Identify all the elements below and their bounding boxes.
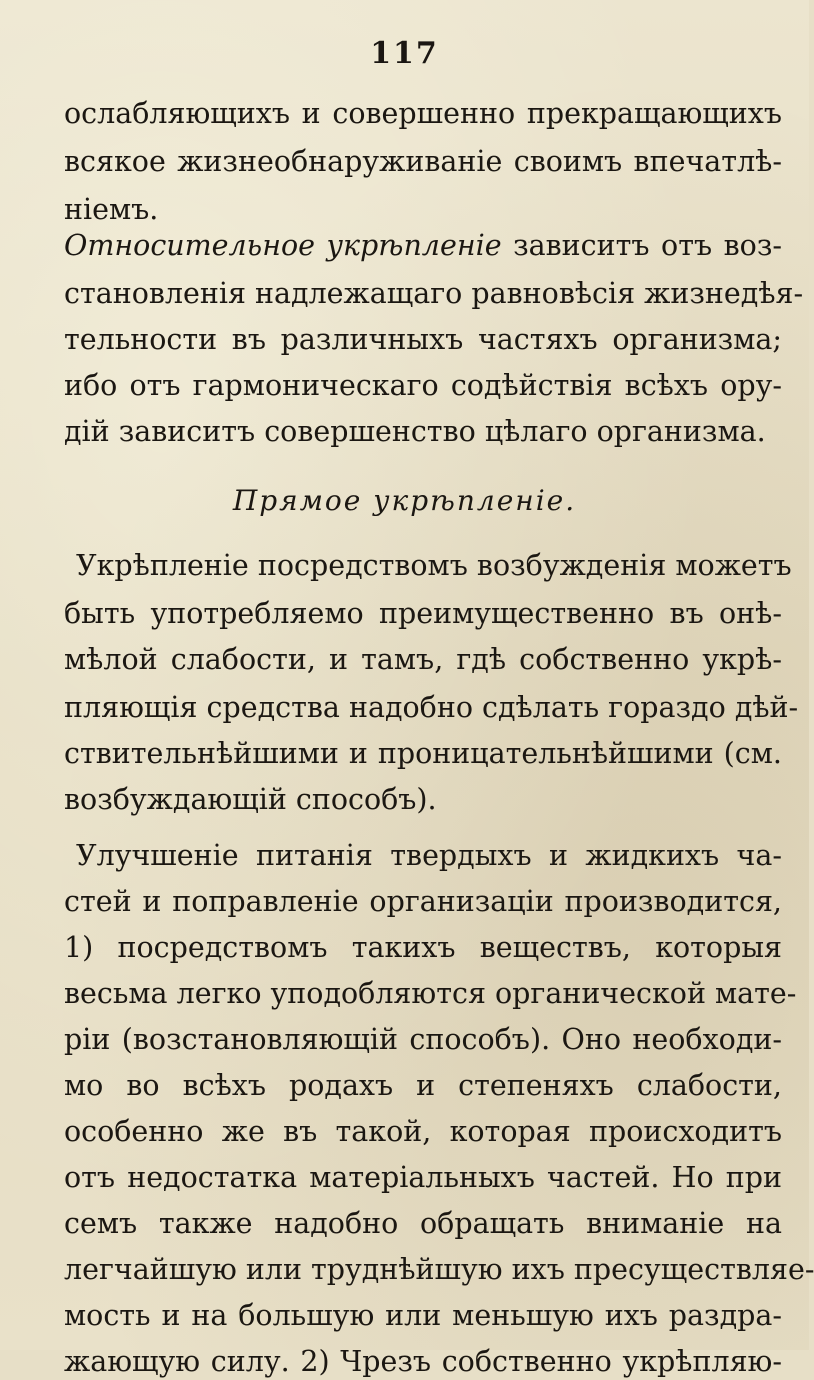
text-span: зависитъ отъ воз- xyxy=(501,229,782,262)
text-line: ріи (возстановляющій способъ). Оно необходи- xyxy=(64,1023,782,1056)
text-line: пляющія средства надобно сдѣлать гораздо дѣй- xyxy=(64,691,799,724)
text-line: особенно же въ такой, которая происходитъ xyxy=(64,1115,782,1148)
text-line: быть употребляемо преимущественно въ онѣ- xyxy=(64,597,782,630)
text-line: отъ недостатка матеріальныхъ частей. Но при xyxy=(64,1161,782,1194)
text-line: всякое жизнеобнаруживаніе своимъ впечатлѣ- xyxy=(64,145,782,178)
section-heading: Прямое укрѣпленіе. xyxy=(232,484,577,517)
text-line: Укрѣпленіе посредствомъ возбужденія можетъ xyxy=(76,549,792,582)
text-line-cut: жающую силу. 2) Чрезъ собственно укрѣпляю- xyxy=(64,1345,782,1378)
text-line: Улучшеніе питанія твердыхъ и жидкихъ ча- xyxy=(76,839,782,872)
text-line: 1) посредствомъ такихъ веществъ, которыя xyxy=(64,931,782,964)
text-line: мо во всѣхъ родахъ и степеняхъ слабости, xyxy=(64,1069,782,1102)
text-line: тельности въ различныхъ частяхъ организма; xyxy=(64,323,782,356)
italic-term: Относительное укрѣпленіе xyxy=(64,229,502,262)
text-line: ослабляющихъ и совершенно прекращающихъ xyxy=(64,97,782,130)
text-line: семъ также надобно обращать вниманіе на xyxy=(64,1207,782,1240)
text-line: ніемъ. xyxy=(64,193,159,226)
text-line: становленія надлежащаго равновѣсія жизнедѣя- xyxy=(64,277,804,310)
text-line: мѣлой слабости, и тамъ, гдѣ собственно укрѣ- xyxy=(64,643,782,676)
text-line: легчайшую или труднѣйшую ихъ пресуществляе- xyxy=(64,1253,814,1286)
text-line: стей и поправленіе организаціи производится, xyxy=(64,885,782,918)
text-line: ибо отъ гармоническаго содѣйствія всѣхъ ору- xyxy=(64,369,782,402)
page-number: 117 xyxy=(370,36,439,71)
paragraph-line-relative-strengthening xyxy=(64,228,782,268)
text-line: весьма легко уподобляются органической мате- xyxy=(64,977,797,1010)
text-line: возбуждающій способъ). xyxy=(64,783,437,816)
text-line: ствительнѣйшими и проницательнѣйшими (см. xyxy=(64,737,782,770)
text-line: мость и на большую или меньшую ихъ раздра- xyxy=(64,1299,782,1332)
text-line: дій зависитъ совершенство цѣлаго организма. xyxy=(64,415,766,448)
